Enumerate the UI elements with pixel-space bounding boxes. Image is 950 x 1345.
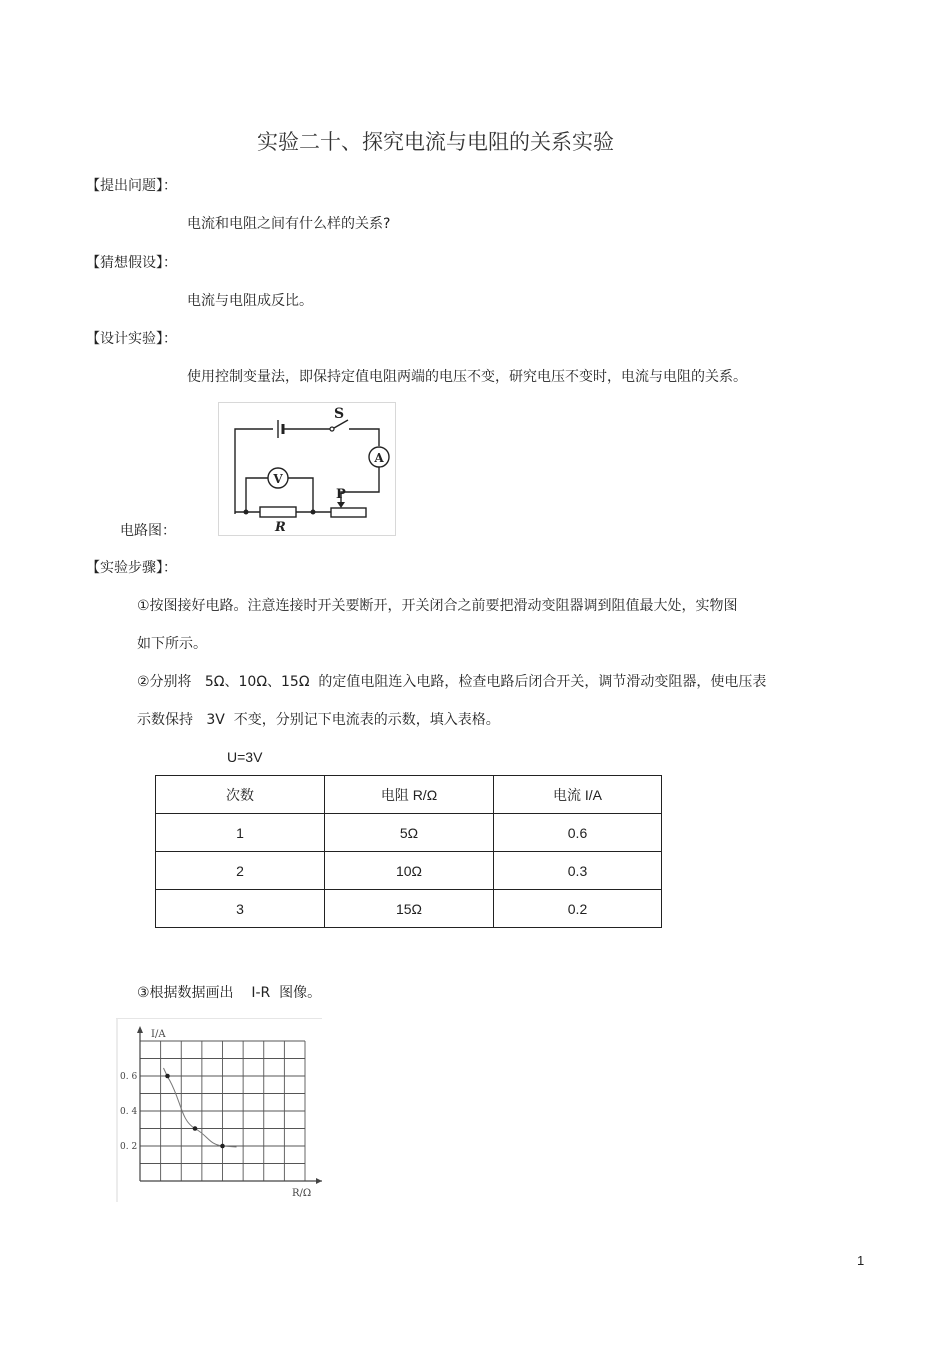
- question-heading: 【提出问题】：: [86, 178, 177, 194]
- voltage-label: U=3V: [227, 749, 263, 765]
- voltmeter-label: V: [273, 472, 283, 486]
- table-cell: 10Ω: [325, 852, 494, 890]
- ir-chart: [116, 1018, 322, 1202]
- step1-line1: ①按图接好电路。注意连接时开关要断开，开关闭合之前要把滑动变阻器调到阻值最大处，实物图: [137, 598, 738, 614]
- table-cell: 0.6: [494, 814, 662, 852]
- page-number: 1: [857, 1253, 865, 1268]
- step3-text: ③根据数据画出 I-R 图像。: [137, 985, 322, 1001]
- table-cell: 3: [156, 890, 325, 928]
- x-axis-arrow: [316, 1178, 322, 1184]
- wire-ammeter-slider: [341, 467, 379, 504]
- data-point: [165, 1074, 170, 1079]
- y-tick-label: 0. 2: [120, 1142, 138, 1152]
- table-header-cell: 次数: [156, 776, 325, 814]
- data-point: [193, 1126, 198, 1131]
- table-cell: 1: [156, 814, 325, 852]
- hypothesis-text: 电流与电阻成反比。: [187, 293, 313, 309]
- table-header-row: [156, 776, 662, 814]
- table-header-cell: 电流 I/A: [494, 776, 662, 814]
- rheostat-symbol: [331, 508, 366, 517]
- design-heading: 【设计实验】：: [86, 331, 177, 347]
- table-cell: 15Ω: [325, 890, 494, 928]
- step1-line2: 如下所示。: [137, 636, 207, 652]
- circuit-diagram: [218, 402, 396, 536]
- switch-contact-left: [330, 427, 334, 431]
- chart-grid: [140, 1041, 305, 1181]
- circuit-label: 电路图：: [120, 523, 176, 539]
- x-axis-label: R/Ω: [292, 1188, 312, 1199]
- table-cell: 0.2: [494, 890, 662, 928]
- table-cell: 5Ω: [325, 814, 494, 852]
- table-header-cell: 电阻 R/Ω: [325, 776, 494, 814]
- table-row: [156, 852, 662, 890]
- y-axis-label: I/A: [151, 1029, 166, 1040]
- page-title: 实验二十、探究电流与电阻的关系实验: [257, 130, 614, 154]
- data-table: [155, 775, 662, 928]
- table-row: [156, 814, 662, 852]
- slider-arrow: [337, 502, 345, 508]
- table-row: [156, 890, 662, 928]
- resistor-symbol: [260, 507, 296, 517]
- table-cell: 0.3: [494, 852, 662, 890]
- switch-label: S: [334, 406, 345, 422]
- y-axis-arrow: [137, 1026, 143, 1033]
- wire-switch-ammeter: [349, 429, 379, 446]
- ir-curve: [164, 1068, 237, 1147]
- y-tick-label: 0. 6: [120, 1072, 138, 1082]
- slider-label: P: [336, 487, 346, 502]
- step2-line1: ②分别将 5Ω、10Ω、15Ω 的定值电阻连入电路，检查电路后闭合开关，调节滑动变阻器，使电压表: [137, 674, 767, 690]
- circuit-frame: [219, 403, 396, 536]
- resistor-label: R: [275, 520, 286, 535]
- hypothesis-heading: 【猜想假设】：: [86, 255, 177, 271]
- y-tick-label: 0. 4: [120, 1107, 138, 1117]
- wire-left-top: [235, 429, 273, 514]
- steps-heading: 【实验步骤】：: [86, 560, 177, 576]
- step2-line2: 示数保持 3V 不变，分别记下电流表的示数，填入表格。: [137, 712, 500, 728]
- table-cell: 2: [156, 852, 325, 890]
- data-point: [220, 1144, 225, 1149]
- question-text: 电流和电阻之间有什么样的关系?: [187, 216, 391, 232]
- ammeter-label: A: [374, 451, 384, 465]
- design-text: 使用控制变量法，即保持定值电阻两端的电压不变，研究电压不变时，电流与电阻的关系。: [187, 369, 747, 385]
